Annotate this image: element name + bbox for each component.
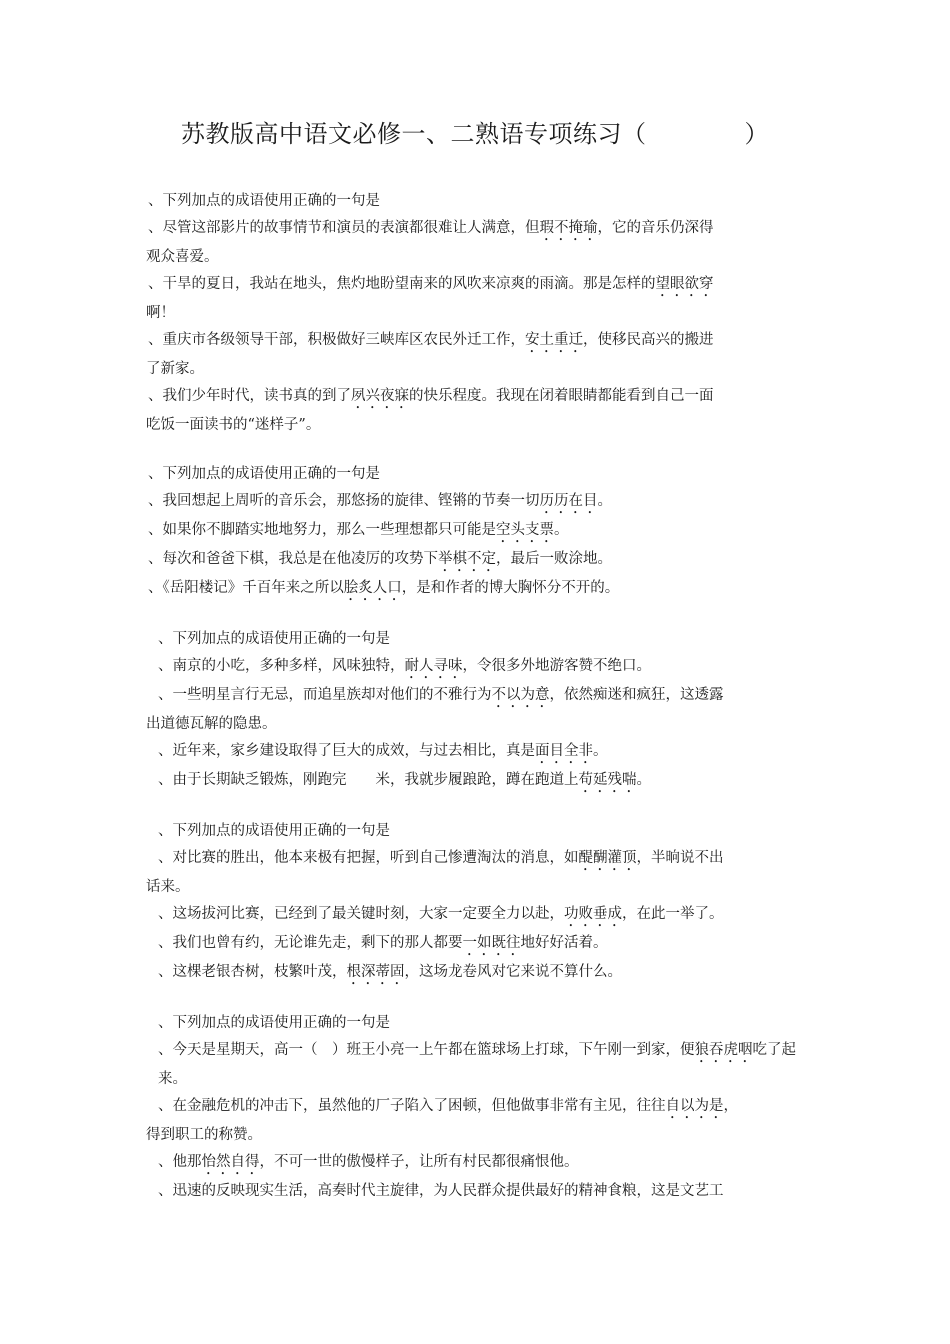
option-text: ，不可一世的傲慢样子，让所有村民都很痛恨他。 xyxy=(259,1154,579,1170)
option-text: 的快乐程度。我现在闭着眼睛都能看到自己一面 xyxy=(409,388,714,404)
dotted-idiom: 狼吞虎咽 xyxy=(694,1042,753,1058)
dotted-idiom: 夙兴夜寐 xyxy=(351,388,409,404)
dotted-idiom: 一如既往 xyxy=(462,935,521,951)
dotted-idiom: 面目全非 xyxy=(535,743,593,759)
dotted-idiom: 功败垂成 xyxy=(564,906,622,922)
option-text: 、这场拔河比赛，已经到了最关键时刻，大家一定要全力以赴， xyxy=(158,906,564,922)
option-continuation: 吃饭一面读书的“迷样子”。 xyxy=(146,417,321,433)
question-prompt: 、下列加点的成语使用正确的一句是 xyxy=(158,1015,390,1031)
option-continuation: 啊！ xyxy=(146,305,175,321)
exercise-content xyxy=(146,188,810,1227)
dotted-idiom: 醍醐灌顶 xyxy=(578,850,637,866)
option-text: 。 xyxy=(593,743,608,759)
option-text: 地好好活着。 xyxy=(520,935,608,951)
question-prompt: 、下列加点的成语使用正确的一句是 xyxy=(148,466,380,482)
option-line xyxy=(146,327,810,356)
option-text: 、我们也曾有约，无论谁先走，剩下的那人都要 xyxy=(158,935,463,951)
option-line xyxy=(146,1093,810,1122)
option-line xyxy=(146,546,810,575)
option-text: 、这棵老银杏树，枝繁叶茂， xyxy=(158,964,347,980)
dotted-idiom: 苟延残喘 xyxy=(578,772,637,788)
question-section xyxy=(146,188,810,439)
option-text: 吃了起来。 xyxy=(158,1042,796,1087)
option-line xyxy=(146,653,810,682)
dotted-idiom: 历历在目 xyxy=(539,493,598,509)
option-text: 、尽管这部影片的故事情节和演员的表演都很难让人满意，但 xyxy=(148,220,540,236)
option-text: 、近年来，家乡建设取得了巨大的成效，与过去相比，真是 xyxy=(158,743,535,759)
option-line xyxy=(146,738,810,767)
question-prompt: 、下列加点的成语使用正确的一句是 xyxy=(158,823,390,839)
option-text: ，使移民高兴的搬进 xyxy=(583,332,714,348)
question-prompt: 、下列加点的成语使用正确的一句是 xyxy=(148,193,380,209)
option-text: ，是和作者的博大胸怀分不开的。 xyxy=(401,580,620,596)
option-continuation: 话来。 xyxy=(146,879,190,895)
option-text: 、迅速的反映现实生活，高奏时代主旋律，为人民群众提供最好的精神食粮，这是文艺工 xyxy=(158,1183,724,1199)
option-text: ，半晌说不出 xyxy=(636,850,724,866)
option-text: 、每次和爸爸下棋，我总是在他凌厉的攻势下 xyxy=(148,551,438,567)
option-line xyxy=(146,271,810,300)
option-text: 、今天是星期天，高一（ ）班王小亮一上午都在篮球场上打球，下午刚一到家，便 xyxy=(158,1042,695,1058)
dotted-idiom: 安土重迁 xyxy=(525,332,583,348)
option-text: 、我回想起上周听的音乐会，那悠扬的旋律、铿锵的节奏一切 xyxy=(148,493,540,509)
option-text: 、干旱的夏日，我站在地头，焦灼地盼望南来的风吹来凉爽的雨滴。那是怎样的 xyxy=(148,276,656,292)
option-line xyxy=(146,930,810,959)
option-line xyxy=(146,901,810,930)
option-text: ，在此一举了。 xyxy=(622,906,724,922)
option-text: 、重庆市各级领导干部，积极做好三峡库区农民外迁工作， xyxy=(148,332,525,348)
question-section xyxy=(146,1010,810,1205)
option-line xyxy=(146,488,810,517)
dotted-idiom: 耐人寻味 xyxy=(404,658,463,674)
option-text: 、对比赛的胜出，他本来极有把握，听到自己惨遭淘汰的消息，如 xyxy=(158,850,579,866)
option-line xyxy=(146,959,810,988)
option-continuation: 了新家。 xyxy=(146,361,204,377)
option-text: ，它的音乐仍深得 xyxy=(597,220,714,236)
option-text: ，依然痴迷和疯狂，这透露 xyxy=(549,687,724,703)
option-text: 、如果你不脚踏实地地努力，那么一些理想都只可能是 xyxy=(148,522,496,538)
dotted-idiom: 瑕不掩瑜 xyxy=(539,220,598,236)
option-text: 、我们少年时代，读书真的到了 xyxy=(148,388,351,404)
dotted-idiom: 空头支票 xyxy=(496,522,554,538)
option-line xyxy=(146,1149,810,1178)
option-text: 、一些明星言行无忌，而追星族却对他们的不雅行为 xyxy=(158,687,492,703)
dotted-idiom: 脍炙人口 xyxy=(343,580,402,596)
option-text: 、他那 xyxy=(158,1154,202,1170)
option-line xyxy=(146,517,810,546)
option-continuation: 得到职工的称赞。 xyxy=(146,1127,262,1143)
option-line xyxy=(146,682,810,711)
option-continuation: 出道德瓦解的隐患。 xyxy=(146,716,277,732)
option-line xyxy=(146,575,810,604)
option-text: 。 xyxy=(554,522,569,538)
option-text: ， xyxy=(723,1098,738,1114)
option-text: ，这场龙卷风对它来说不算什么。 xyxy=(404,964,622,980)
option-line xyxy=(146,1178,810,1205)
dotted-idiom: 举棋不定 xyxy=(438,551,496,567)
question-section xyxy=(146,626,810,796)
option-line xyxy=(146,845,810,874)
option-text: 、南京的小吃，多种多样，风味独特， xyxy=(158,658,405,674)
question-prompt: 、下列加点的成语使用正确的一句是 xyxy=(158,631,390,647)
option-text: ，最后一败涂地。 xyxy=(496,551,612,567)
dotted-idiom: 望眼欲穿 xyxy=(655,276,714,292)
option-line xyxy=(146,383,810,412)
dotted-idiom: 不以为意 xyxy=(491,687,550,703)
question-section xyxy=(146,818,810,988)
option-text: 、由于长期缺乏锻炼，刚跑完 米，我就步履踉跄，蹲在跑道上 xyxy=(158,772,579,788)
option-continuation: 观众喜爱。 xyxy=(146,249,219,265)
option-text: ，令很多外地游客赞不绝口。 xyxy=(462,658,651,674)
option-line xyxy=(146,767,810,796)
option-text: 、在金融危机的冲击下，虽然他的厂子陷入了困顿，但他做事非常有主见，往往 xyxy=(158,1098,666,1114)
option-line xyxy=(146,1037,810,1093)
dotted-idiom: 根深蒂固 xyxy=(346,964,405,980)
dotted-idiom: 自以为是 xyxy=(665,1098,724,1114)
document-title: 苏教版高中语文必修一、二熟语专项练习（ ） xyxy=(181,120,769,148)
option-text: 、《岳阳楼记》千百年来之所以 xyxy=(148,580,344,596)
option-text: 。 xyxy=(597,493,612,509)
question-section xyxy=(146,461,810,604)
dotted-idiom: 怡然自得 xyxy=(201,1154,260,1170)
option-line xyxy=(146,215,810,244)
option-text: 。 xyxy=(636,772,651,788)
